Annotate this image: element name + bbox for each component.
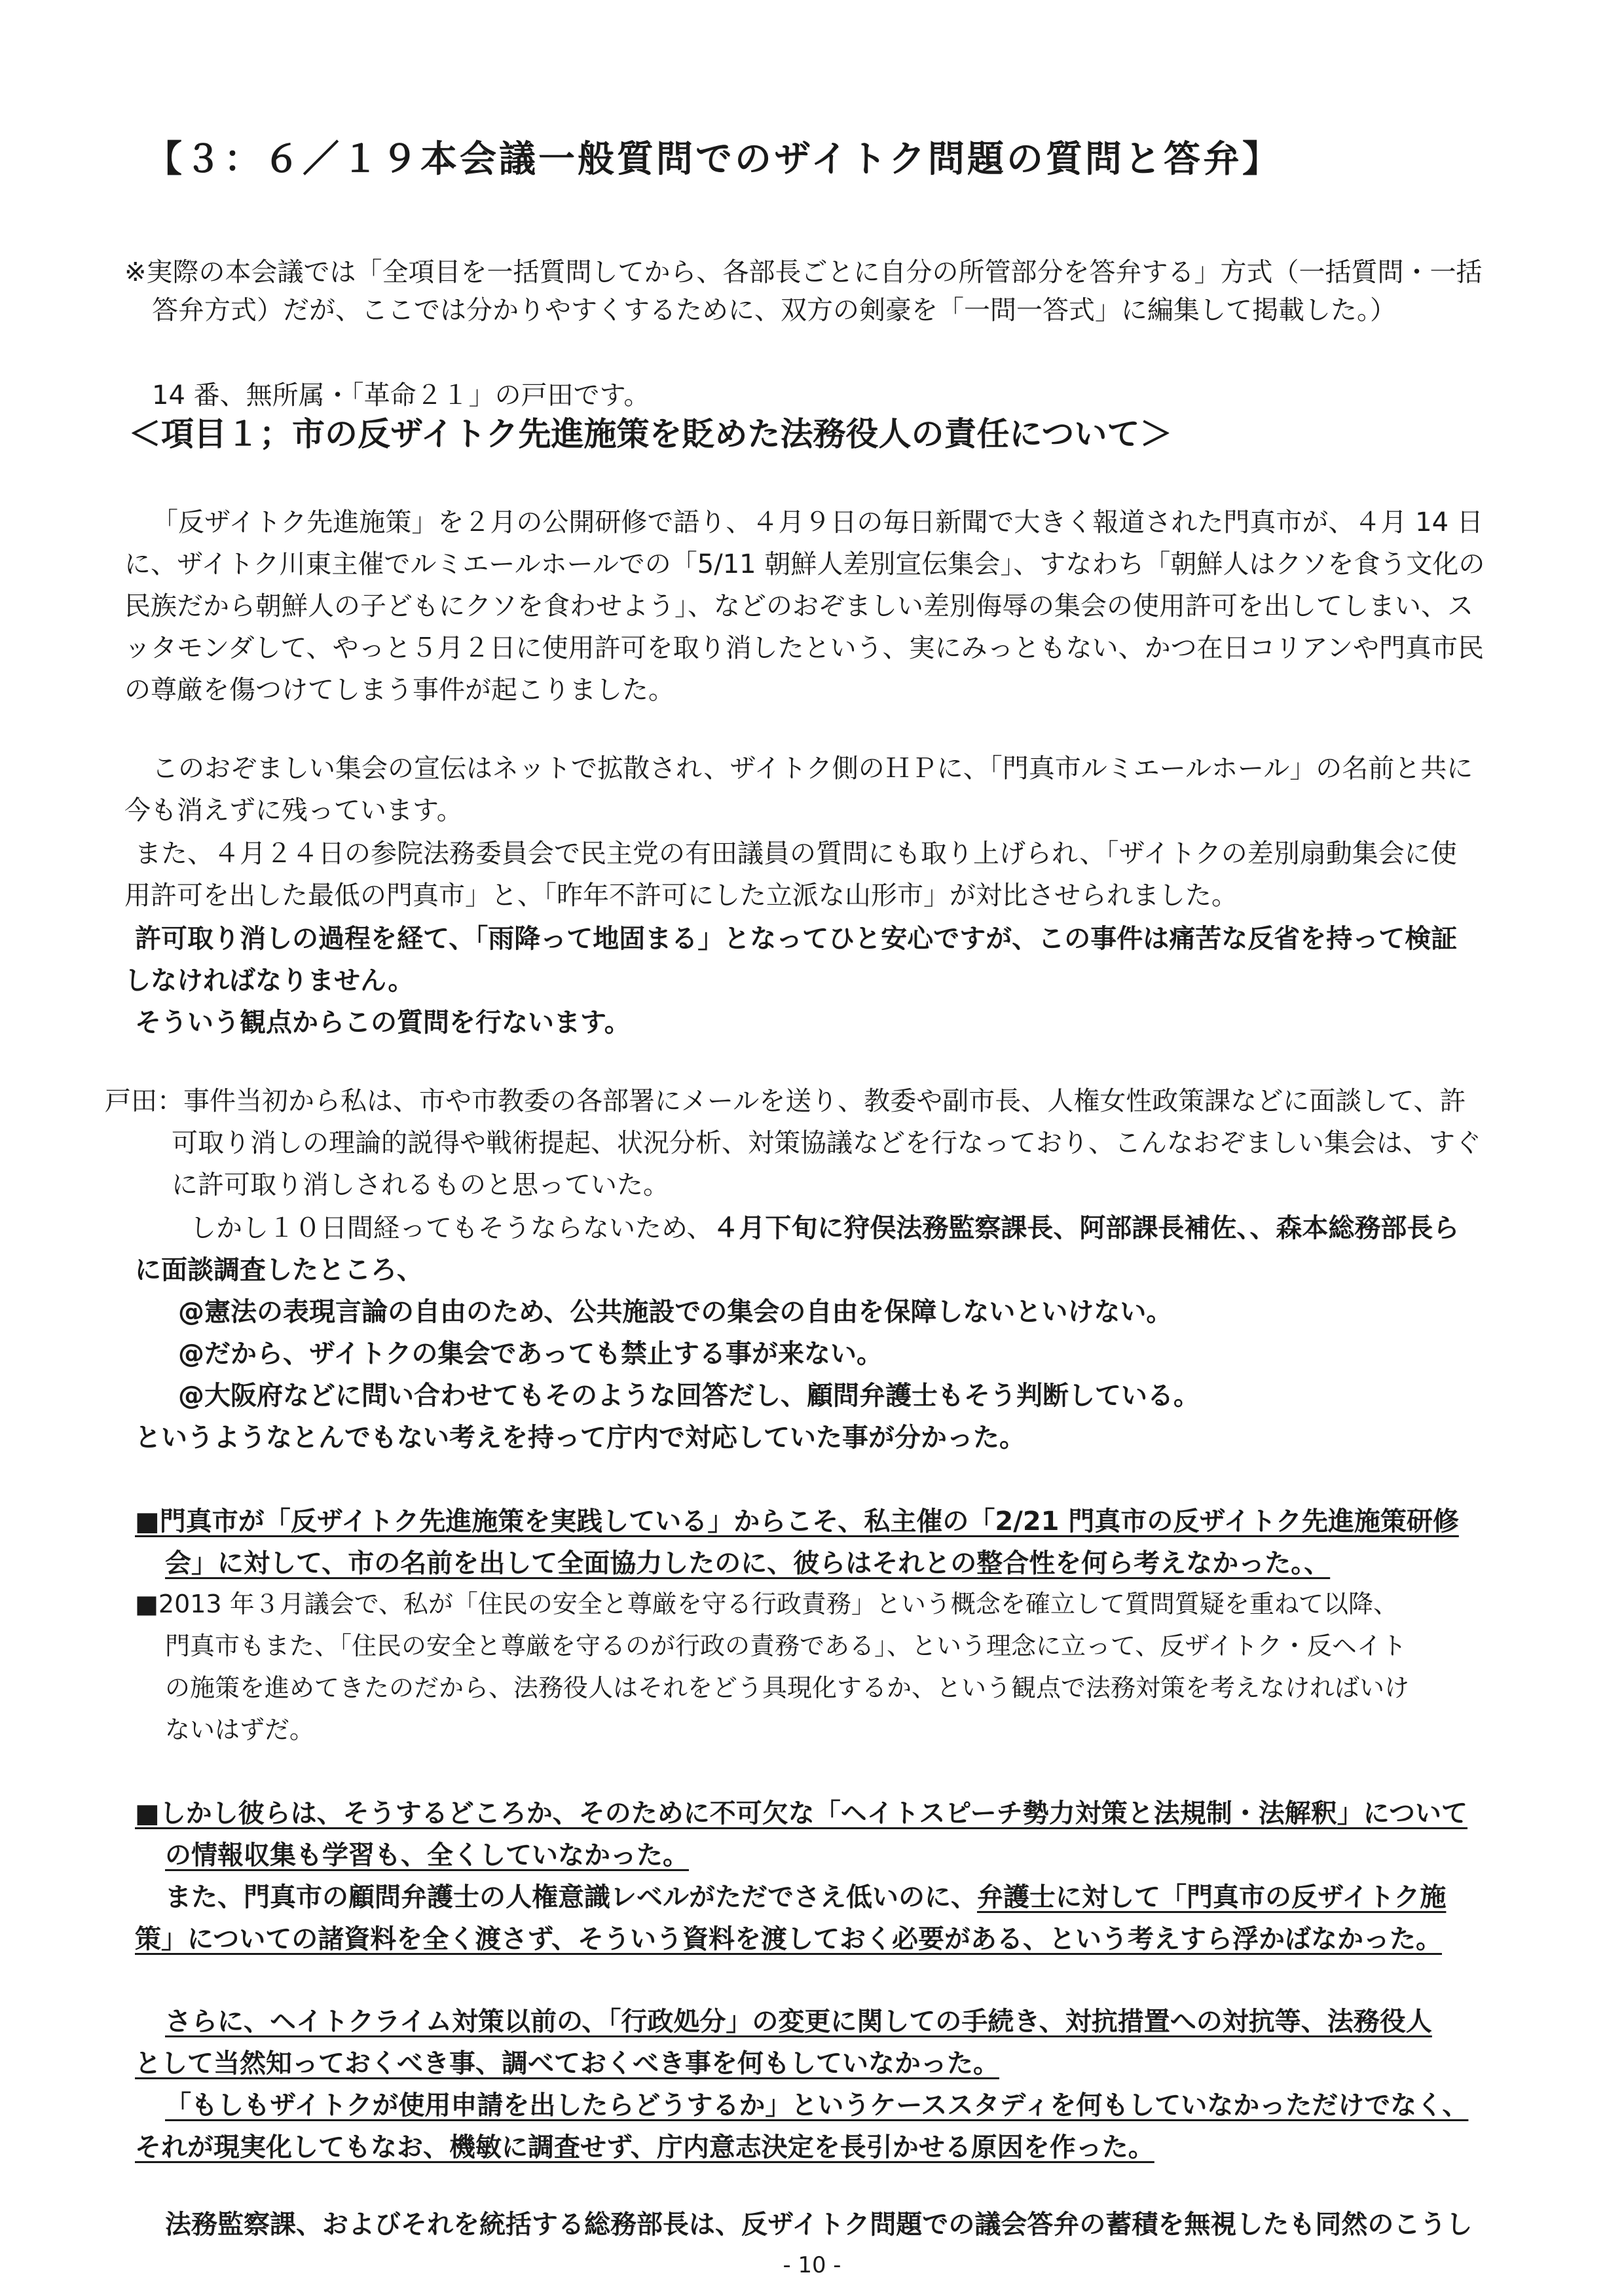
bullet2-line-2: 門真市もまた、「住民の安全と尊厳を守るのが行政の責務である」、という理念に立って、反ザイトク・反ヘイト [165,1631,1407,1660]
last-line: 法務監察課、およびそれを統括する総務部長は、反ザイトク問題での議会答弁の蓄積を無視したも同然のこうし [165,2210,1473,2240]
para4-line-4: それが現実化してもなお、機敏に調査せず、庁内意志決定を長引かせる原因を作った。 [135,2132,1154,2162]
bullet3-line-1: ■しかし彼らは、そうするどころか、そのために不可欠な「ヘイトスピーチ勢力対策と法規制・法解釈」について [135,1798,1467,1829]
note-line-1: ※実際の本会議では「全項目を一括質問してから、各部長ごとに自分の所管部分を答弁する」方式（一括質問・一括 [124,257,1483,287]
page-number: - 10 - [783,2252,841,2278]
para1-line-1: 「反ザイトク先進施策」を２月の公開研修で語り、４月９日の毎日新聞で大きく報道された門真市が、４月 14 日 [152,507,1483,538]
toda-item-2: @だから、ザイトクの集会であっても禁止する事が来ない。 [178,1339,883,1369]
toda-line-5: に面談調査したところ、 [135,1255,423,1285]
para2-line-1: このおぞましい集会の宣伝はネットで拡散され、ザイトク側のＨＰに、「門真市ルミエールホール」の名前と共に [152,754,1473,784]
toda-item-3: @大阪府などに問い合わせてもそのような回答だし、顧問弁護士もそう判断している。 [178,1381,1200,1411]
para3-line-2: しなければなりません。 [124,966,415,996]
para1-line-2: に、ザイトク川東主催でルミエールホールでの「5/11 朝鮮人差別宣伝集会」、すなわち「朝鮮人はクソを食う文化の [124,549,1485,579]
note-line-2: 答弁方式）だが、ここでは分かりやすくするために、双方の剣豪を「一問一答式」に編集して掲載した。） [152,295,1396,325]
para4-line-3: 「もしもザイトクが使用申請を出したらどうするか」というケーススタディを何もしていなかっただけでなく、 [165,2090,1469,2121]
toda-line-4-bold: ４月下旬に狩俣法務監察課長、阿部課長補佐、、森本総務部長ら [712,1213,1460,1243]
bullet1-line-2: 会」に対して、市の名前を出して全面協力したのに、彼らはそれとの整合性を何ら考えなかった。、 [165,1548,1331,1578]
bullet1-line-1: ■門真市が「反ザイトク先進施策を実践している」からこそ、私主催の「2/21 門真市の反ザイトク先進施策研修 [135,1506,1459,1537]
bullet3-line-3-b: 弁護士に対して「門真市の反ザイトク施 [977,1882,1447,1912]
para2-line-3: また、４月２４日の参院法務委員会で民主党の有田議員の質問にも取り上げられ、「ザイトクの差別扇動集会に使 [135,839,1457,869]
bullet2-line-1: ■2013 年３月議会で、私が「住民の安全と尊厳を守る行政責務」という概念を確立して質問質疑を重ねて以降、 [135,1590,1398,1618]
toda-conclusion: というようなとんでもない考えを持って庁内で対応していた事が分かった。 [135,1423,1025,1453]
page-title: 【３：６／１９本会議一般質問でのザイトク問題の質問と答弁】 [145,138,1282,181]
toda-item-1: @憲法の表現言論の自由のため、公共施設での集会の自由を保障しないといけない。 [178,1297,1173,1327]
para3-line-1: 許可取り消しの過程を経て、「雨降って地固まる」となってひと安心ですが、この事件は痛苦な反省を持って検証 [135,924,1458,954]
toda-line-2: 可取り消しの理論的説得や戦術提起、状況分析、対策協議などを行なっており、こんなおぞましい集会は、すぐ [172,1128,1481,1158]
para3-line-3: そういう観点からこの質問を行ないます。 [135,1008,631,1038]
bullet3-line-3 [165,1882,1446,1913]
toda-line-4 [190,1212,1459,1244]
para1-line-4: ッタモンダして、やっと５月２日に使用許可を取り消したという、実にみっともない、かつ在日コリアンや門真市民 [124,633,1484,663]
bullet2-line-4: ないはずだ。 [165,1715,315,1744]
speaker-intro: 14 番、無所属・「革命２１」の戸田です。 [152,380,650,410]
para4-line-1: さらに、ヘイトクライム対策以前の、「行政処分」の変更に関しての手続き、対抗措置への対抗等、法務役人 [165,2007,1432,2037]
toda-line-1: 戸田：事件当初から私は、市や市教委の各部署にメールを送り、教委や副市長、人権女性政策課などに面談して、許 [105,1086,1466,1116]
bullet3-line-2: の情報収集も学習も、全くしていなかった。 [165,1840,689,1870]
para1-line-3: 民族だから朝鮮人の子どもにクソを食わせよう」、などのおぞましい差別侮辱の集会の使用許可を出してしまい、ス [124,591,1473,621]
toda-line-3: に許可取り消しされるものと思っていた。 [172,1170,669,1200]
bullet3-line-3-a: また、門真市の顧問弁護士の人権意識レベルがただでさえ低いのに、 [165,1882,977,1912]
para4-line-2: として当然知っておくべき事、調べておくべき事を何もしていなかった。 [135,2049,999,2079]
bullet2-line-3: の施策を進めてきたのだから、法務役人はそれをどう具現化するか、という観点で法務対策を考えなければいけ [165,1673,1410,1702]
para1-line-5: の尊厳を傷つけてしまう事件が起こりました。 [124,675,674,705]
bullet3-line-4: 策」についての諸資料を全く渡さず、そういう資料を渡しておく必要がある、という考えすら浮かばなかった。 [135,1924,1442,1954]
para2-line-4: 用許可を出した最低の門真市」と、「昨年不許可にした立派な山形市」が対比させられました。 [124,881,1238,911]
para2-line-2: 今も消えずに残っています。 [124,795,463,826]
item1-heading: ＜項目１；市の反ザイトク先進施策を貶めた法務役人の責任について＞ [128,415,1173,453]
toda-line-4-normal: しかし１０日間経ってもそうならないため、 [190,1213,713,1243]
